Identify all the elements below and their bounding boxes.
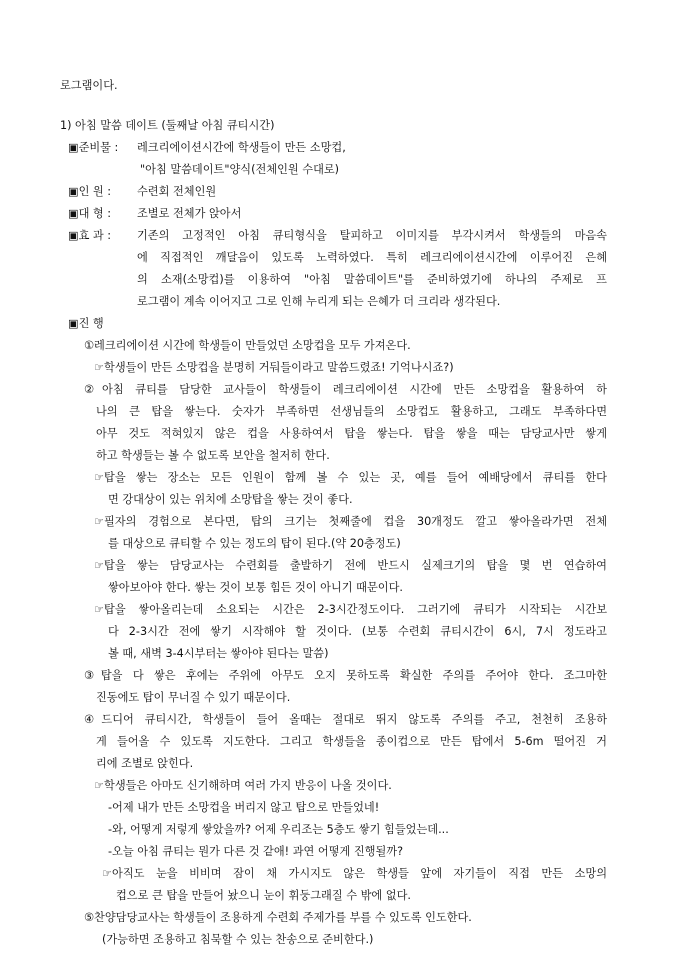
step1-note: ☞학생들이 만든 소망컵을 분명히 거둬들이라고 말씀드렸죠! 기억나시죠?)	[94, 361, 454, 374]
effect-line-3: 의 소재(소망컵)를 이용하여 "아침 말씀데이트"를 준비하였기에 하나의 주제로 프	[137, 273, 607, 286]
step4-line-1: ④드디어 큐티시간, 학생들이 들어 올때는 절대로 뛰지 않도록 주의를 주고, 천천히 조용하	[84, 713, 607, 726]
step2-line-1: ②아침 큐티를 담당한 교사들이 학생들이 레크리에이션 시간에 만든 소망컵을 활용하여 하	[84, 383, 607, 396]
step4-note2-line-1: ☞아직도 눈을 비비며 잠이 채 가시지도 않은 학생들 앞에 자기들이 직접 만든 소망의	[102, 867, 607, 880]
effect-line-1: 기존의 고정적인 아침 큐티형식을 탈피하고 이미지를 부각시켜서 학생들의 마음속	[137, 229, 607, 242]
step4-line-3: 리에 조별로 앉힌다.	[96, 757, 194, 770]
section-heading: 1) 아침 말씀 데이트 (둘째날 아침 큐티시간)	[60, 119, 275, 132]
step2-note2-line-1: ☞필자의 경험으로 본다면, 탑의 크기는 첫째줄에 컵을 30개정도 깔고 쌓아올라가면 전체	[94, 515, 607, 528]
step4-dash-2: -와, 어떻게 저렇게 쌓았을까? 어제 우리조는 5층도 쌓기 힘들었는데...	[108, 823, 449, 836]
step4-note2-line-2: 컵으로 큰 탑을 만들어 놨으니 눈이 휘둥그래질 수 밖에 없다.	[116, 889, 411, 902]
step4-dash-1: -어제 내가 만든 소망컵을 버리지 않고 탑으로 만들었네!	[108, 801, 380, 814]
prep-line-1: 레크리에이션시간에 학생들이 만든 소망컵,	[137, 141, 346, 154]
form-value: 조별로 전체가 앉아서	[137, 207, 242, 220]
people-label: ▣인 원 :	[68, 185, 112, 198]
step2-line-3: 아무 것도 적혀있지 않은 컵을 사용하여서 탑을 쌓는다. 탑을 쌓을 때는 담당교사만 쌓게	[96, 427, 607, 440]
step2-line-2: 나의 큰 탑을 쌓는다. 숫자가 부족하면 선생님들의 소망컵도 활용하고, 그래도 부족하다면	[96, 405, 607, 418]
people-value: 수련회 전체인원	[137, 185, 217, 198]
intro-line: 로그램이다.	[60, 79, 118, 92]
step5-line-2: (가능하면 조용하고 침묵할 수 있는 찬송으로 준비한다.)	[102, 933, 374, 946]
form-label: ▣대 형 :	[68, 207, 112, 220]
step2-note2-line-2: 를 대상으로 큐티할 수 있는 정도의 탑이 된다.(약 20층정도)	[108, 537, 401, 550]
step4-dash-3: -오늘 아침 큐티는 뭔가 다른 것 같애! 과연 어떻게 진행될까?	[108, 845, 404, 858]
effect-line-2: 에 직접적인 깨달음이 있도록 노력하였다. 특히 레크리에이션시간에 이루어진 은혜	[137, 251, 607, 264]
step3-line-1: ③탑을 다 쌓은 후에는 주위에 아무도 오지 못하도록 확실한 주의를 주어야 한다. 조그마한	[84, 669, 607, 682]
step2-note4-line-3: 볼 때, 새벽 3-4시부터는 쌓아야 된다는 말씀)	[108, 647, 329, 660]
step2-note3-line-1: ☞탑을 쌓는 담당교사는 수련회를 출발하기 전에 반드시 실제크기의 탑을 몇 번 연습하여	[94, 559, 607, 572]
step2-note1-line-2: 면 강대상이 있는 위치에 소망탑을 쌓는 것이 좋다.	[108, 493, 353, 506]
step1-line-1: ①레크리에이션 시간에 학생들이 만들었던 소망컵을 모두 가져온다.	[84, 339, 411, 352]
prep-label: ▣준비물 :	[68, 141, 119, 154]
step2-note4-line-2: 다 2-3시간 전에 쌓기 시작해야 할 것이다. (보통 수련회 큐티시간이 6시, 7시 정도라고	[108, 625, 607, 638]
step2-note1-line-1: ☞탑을 쌓는 장소는 모든 인원이 함께 볼 수 있는 곳, 예를 들어 예배당에서 큐티를 한다	[94, 471, 607, 484]
effect-line-4: 로그램이 계속 이어지고 그로 인해 누리게 되는 은혜가 더 크리라 생각된다.	[137, 295, 501, 308]
step2-line-4: 하고 학생들는 볼 수 없도록 보안을 철저히 한다.	[96, 449, 330, 462]
effect-label: ▣효 과 :	[68, 229, 112, 242]
step2-note3-line-2: 쌓아보아야 한다. 쌓는 것이 보통 힘든 것이 아니기 때문이다.	[108, 581, 403, 594]
step2-note4-line-1: ☞탑을 쌓아올리는데 소요되는 시간은 2-3시간정도이다. 그러기에 큐티가 시작되는 시간보	[94, 603, 607, 616]
step3-line-2: 진동에도 탑이 무너질 수 있기 때문이다.	[96, 691, 291, 704]
step5-line-1: ⑤찬양담당교사는 학생들이 조용하게 수련회 주제가를 부를 수 있도록 인도한다.	[84, 911, 472, 924]
step4-note1: ☞학생들은 아마도 신기해하며 여러 가지 반응이 나올 것이다.	[94, 779, 392, 792]
step4-line-2: 게 들어올 수 있도록 지도한다. 그리고 학생들을 종이컵으로 만든 탑에서 5-6m 떨어진 거	[96, 735, 607, 748]
progress-label: ▣진 행	[68, 317, 104, 330]
prep-line-2: "아침 말씀데이트"양식(전체인원 수대로)	[140, 163, 340, 176]
